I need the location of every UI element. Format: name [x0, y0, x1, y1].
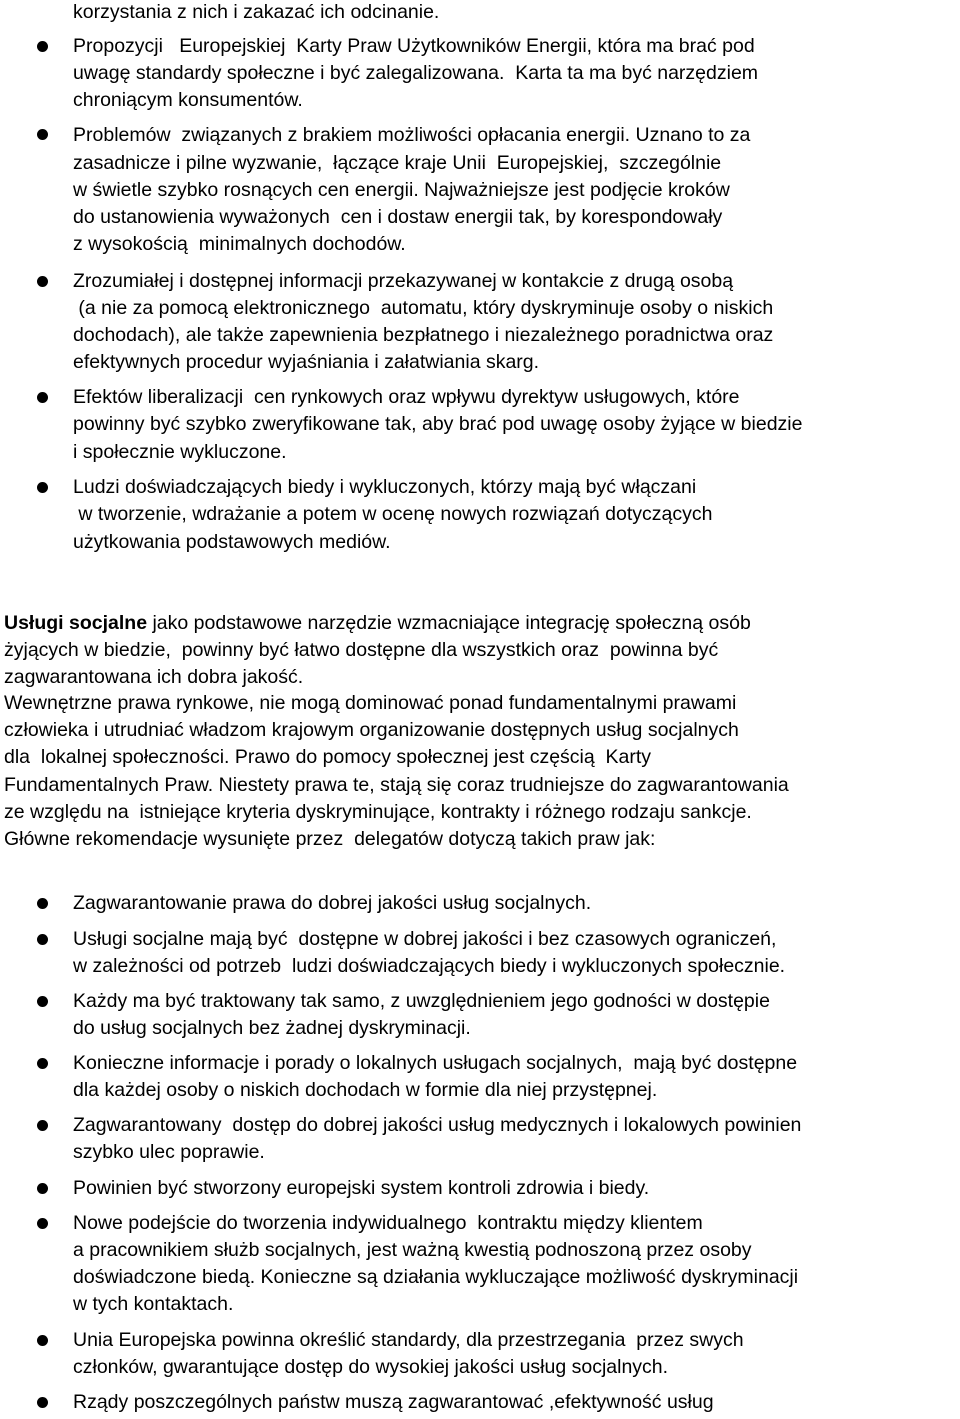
list1-item-line: użytkowania podstawowych mediów. [73, 531, 391, 553]
list2-item-line: Zagwarantowanie prawa do dobrej jakości usług socjalnych. [73, 892, 592, 914]
list1-item-line: Efektów liberalizacji cen rynkowych oraz wpływu dyrektyw usługowych, które [73, 386, 740, 408]
list1-item-line: Zrozumiałej i dostępnej informacji przekazywanej w kontakcie z drugą osobą [73, 270, 734, 292]
list1-item-line: w świetle szybko rosnących cen energii. Najważniejsze jest podjęcie kroków [73, 179, 730, 201]
bullet-icon [37, 1218, 48, 1229]
paragraph-text: jako podstawowe narzędzie wzmacniające integrację społeczną osób [147, 612, 751, 634]
paragraph-line: dla lokalnej społeczności. Prawo do pomocy społecznej jest częścią Karty [4, 746, 652, 768]
list2-item-line: Usługi socjalne mają być dostępne w dobrej jakości i bez czasowych ograniczeń, [73, 928, 777, 950]
paragraph-line: zagwarantowana ich dobra jakość. [4, 666, 304, 688]
list1-item-line: i społecznie wykluczone. [73, 441, 287, 463]
list1-item-line: uwagę standardy społeczne i być zalegalizowana. Karta ta ma być narzędziem [73, 62, 759, 84]
list1-item-line: Ludzi doświadczających biedy i wykluczonych, którzy mają być włączani [73, 476, 697, 498]
list2-item-line: w tych kontaktach. [73, 1293, 234, 1315]
list1-top-line: korzystania z nich i zakazać ich odcinanie. [73, 1, 440, 23]
list1-item-line: z wysokością minimalnych dochodów. [73, 233, 406, 255]
bullet-icon [37, 934, 48, 945]
paragraph-line: żyjących w biedzie, powinny być łatwo dostępne dla wszystkich oraz powinna być [4, 639, 719, 661]
bullet-icon [37, 1120, 48, 1131]
list2-item-line: Konieczne informacje i porady o lokalnych usługach socjalnych, mają być dostępne [73, 1052, 798, 1074]
list2-item-line: Unia Europejska powinna określić standardy, dla przestrzegania przez swych [73, 1329, 744, 1351]
list1-item-line: (a nie za pomocą elektronicznego automatu, który dyskryminuje osoby o niskich [73, 297, 774, 319]
list1-item-line: powinny być szybko zweryfikowane tak, aby brać pod uwagę osoby żyjące w biedzie [73, 413, 803, 435]
bullet-icon [37, 996, 48, 1007]
list2-item-line: dla każdej osoby o niskich dochodach w formie dla niej przystępnej. [73, 1079, 658, 1101]
bullet-icon [37, 129, 48, 140]
paragraph-line: Główne rekomendacje wysunięte przez delegatów dotyczą takich praw jak: [4, 828, 656, 850]
list2-item-line: Zagwarantowany dostęp do dobrej jakości usług medycznych i lokalowych powinien [73, 1114, 802, 1136]
list2-item-line: a pracownikiem służb socjalnych, jest ważną kwestią podnoszoną przez osoby [73, 1239, 752, 1261]
paragraph-line [4, 614, 751, 634]
bullet-icon [37, 392, 48, 403]
list1-item-line: dochodach), ale także zapewnienia bezpłatnego i niezależnego poradnictwa oraz [73, 324, 774, 346]
list1-item-line: do ustanowienia wyważonych cen i dostaw energii tak, by korespondowały [73, 206, 723, 228]
paragraph-line: ze względu na istniejące kryteria dyskryminujące, kontrakty i różnego rodzaju sankcje. [4, 801, 752, 823]
bullet-icon [37, 41, 48, 52]
list1-item-line: Problemów związanych z brakiem możliwości opłacania energii. Uznano to za [73, 124, 751, 146]
bullet-icon [37, 482, 48, 493]
bullet-icon [37, 1058, 48, 1069]
list2-item-line: członków, gwarantujące dostęp do wysokiej jakości usług socjalnych. [73, 1356, 669, 1378]
list1-item-line: zasadnicze i pilne wyzwanie, łączące kraje Unii Europejskiej, szczególnie [73, 152, 722, 174]
list2-item-line: w zależności od potrzeb ludzi doświadczających biedy i wykluczonych społecznie. [73, 955, 786, 977]
list2-item-line: Rządy poszczególnych państw muszą zagwarantować ,efektywność usług [73, 1391, 714, 1413]
bullet-icon [37, 898, 48, 909]
list1-item-line: w tworzenie, wdrażanie a potem w ocenę nowych rozwiązań dotyczących [73, 503, 713, 525]
list2-item-line: doświadczone biedą. Konieczne są działania wykluczające możliwość dyskryminacji [73, 1266, 799, 1288]
list2-item-line: do usług socjalnych bez żadnej dyskryminacji. [73, 1017, 471, 1039]
list1-item-line: efektywnych procedur wyjaśniania i załatwiania skarg. [73, 351, 540, 373]
paragraph-line: Wewnętrzne prawa rynkowe, nie mogą dominować ponad fundamentalnymi prawami [4, 692, 737, 714]
list1-item-line: Propozycji Europejskiej Karty Praw Użytkowników Energii, która ma brać pod [73, 35, 755, 57]
bullet-icon [37, 1397, 48, 1408]
list2-item-line: szybko ulec poprawie. [73, 1141, 265, 1163]
paragraph-line: człowieka i utrudniać władzom krajowym organizowanie dostępnych usług socjalnych [4, 719, 739, 741]
section-heading: Usługi socjalne [4, 612, 148, 634]
bullet-icon [37, 1335, 48, 1346]
list2-item-line: Powinien być stworzony europejski system kontroli zdrowia i biedy. [73, 1177, 650, 1199]
list2-item-line: Nowe podejście do tworzenia indywidualnego kontraktu między klientem [73, 1212, 703, 1234]
bullet-icon [37, 276, 48, 287]
bullet-icon [37, 1183, 48, 1194]
list2-item-line: Każdy ma być traktowany tak samo, z uwzględnieniem jego godności w dostępie [73, 990, 770, 1012]
list1-item-line: chroniącym konsumentów. [73, 89, 303, 111]
paragraph-line: Fundamentalnych Praw. Niestety prawa te, stają się coraz trudniejsze do zagwarantowania [4, 774, 789, 796]
